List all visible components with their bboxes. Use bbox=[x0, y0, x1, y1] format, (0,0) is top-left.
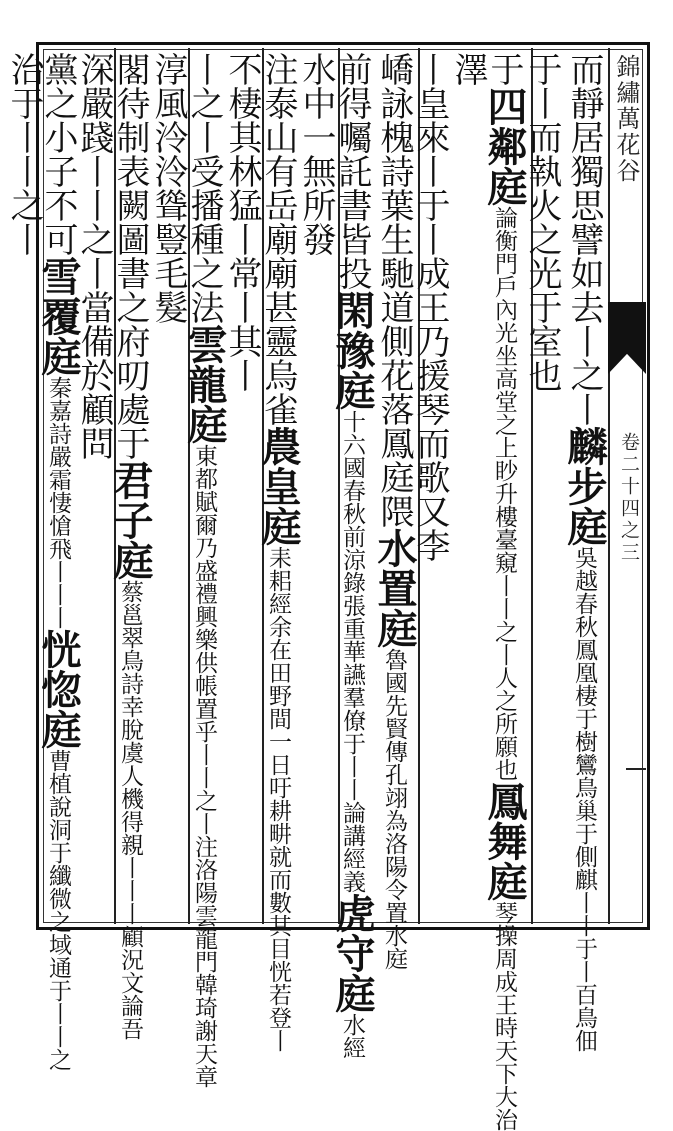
heading-term: 四鄰庭 bbox=[481, 86, 528, 206]
heading-term: 雪覆庭 bbox=[35, 256, 82, 376]
annotation-right-line: 蔡邕翠鳥詩幸脫虞人機 bbox=[117, 580, 143, 810]
body-text: 于丨而執火之光于室也 bbox=[522, 52, 562, 392]
body-text: 治于丨丨之丨 bbox=[4, 52, 44, 256]
annotation-note bbox=[330, 1013, 374, 1059]
body-text: 注泰山有岳廟廟甚靈烏雀 bbox=[258, 52, 298, 426]
heading-term: 君子庭 bbox=[107, 460, 154, 580]
body-text: 前得囑託書皆投 bbox=[332, 52, 372, 290]
text-column-10 bbox=[220, 52, 264, 920]
text-column-4 bbox=[446, 52, 490, 920]
body-text: 黨之小子不可 bbox=[38, 52, 78, 256]
annotation-left-line: 丨之丨注洛陽雲龍門韓琦謝天章 bbox=[191, 766, 217, 1088]
margin-book-title: 錦繡萬花谷 bbox=[612, 54, 640, 184]
heading-term: 農皇庭 bbox=[255, 426, 302, 546]
annotation-note bbox=[562, 546, 606, 1052]
annotation-right-line: 論衡門戶內光坐高堂之上眇升 bbox=[491, 206, 517, 505]
body-text: 丨皇來丨于丨成王乃援琴而歌又李 bbox=[410, 52, 450, 562]
body-text: 丨之丨受播種之法 bbox=[184, 52, 224, 324]
heading-term: 恍惚庭 bbox=[35, 629, 82, 749]
heading-term: 鳳舞庭 bbox=[481, 781, 528, 901]
margin-volume-label: 卷二十四之三 bbox=[618, 432, 640, 564]
body-text: 嶠詠槐詩葉生馳道側花落鳳庭隈 bbox=[374, 52, 414, 528]
text-column-6 bbox=[371, 52, 418, 970]
heading-term: 麟步庭 bbox=[561, 426, 608, 546]
annotation-left-line: 得親丨丨丨顧況文論吾 bbox=[117, 810, 143, 1040]
body-text: 深嚴踐丨丨之丨當備於顧問 bbox=[74, 52, 114, 460]
annotation-right-line: 十六國春秋前涼錄張重華 bbox=[339, 410, 365, 663]
annotation-left-line: 讌羣僚于丨丨論講經義 bbox=[339, 663, 365, 893]
body-text: 水中一無所發 bbox=[296, 52, 336, 256]
body-text: 澤 bbox=[448, 52, 488, 86]
annotation-left-line: 耕畊就而數其目恍若登丨 bbox=[265, 799, 291, 1052]
body-text: 而靜居獨思譬如去丨之丨 bbox=[564, 52, 604, 426]
annotation-right-line: 耒耜經余在田野間一日吁 bbox=[265, 546, 291, 799]
heading-term: 雲龍庭 bbox=[181, 324, 228, 444]
body-text: 不棲其林猛丨常丨其丨 bbox=[222, 52, 262, 392]
body-text: 閣待制表闕圖書之府叨處于 bbox=[110, 52, 150, 460]
annotation-left-line: 之域通于丨丨之 bbox=[45, 910, 71, 1071]
annotation-right-line: 東都賦爾乃盛禮興樂供帳置乎丨 bbox=[191, 444, 217, 766]
body-text: 于 bbox=[484, 52, 524, 86]
annotation-right-line: 琴操周成王 bbox=[491, 901, 517, 1016]
heading-term: 閑豫庭 bbox=[329, 290, 376, 410]
annotation-note bbox=[482, 901, 526, 1131]
annotation-left-line: 巢于側麒丨丨于丨百鳥佃 bbox=[571, 799, 597, 1052]
heading-term: 水置庭 bbox=[371, 528, 418, 648]
annotation-left-line: 經 bbox=[339, 1036, 365, 1059]
text-column-16 bbox=[2, 52, 46, 920]
annotation-right-line: 曹植說洞于纖微 bbox=[45, 749, 71, 910]
margin-rule bbox=[626, 768, 646, 770]
annotation-left-line: 為洛陽令置水庭 bbox=[381, 809, 407, 970]
annotation-right-line: 水 bbox=[339, 1013, 365, 1036]
annotation-right-line: 魯國先賢傳孔翊 bbox=[381, 648, 407, 809]
annotation-note bbox=[372, 648, 416, 970]
book-margin bbox=[608, 48, 646, 924]
annotation-left-line: 愴飛丨丨丨 bbox=[45, 514, 71, 629]
body-text: 淳風泠泠聳豎毛髮 bbox=[148, 52, 188, 324]
annotation-right-line: 秦嘉詩嚴霜悽 bbox=[45, 376, 71, 514]
annotation-left-line: 時天下大治 bbox=[491, 1016, 517, 1131]
annotation-left-line: 樓臺窺丨丨之丨人之所願也 bbox=[491, 505, 517, 781]
annotation-right-line: 吳越春秋鳳凰棲于樹鸞鳥 bbox=[571, 546, 597, 799]
text-column-1 bbox=[561, 52, 608, 1052]
heading-term: 虎守庭 bbox=[329, 893, 376, 1013]
fish-tail-mark bbox=[608, 302, 646, 374]
